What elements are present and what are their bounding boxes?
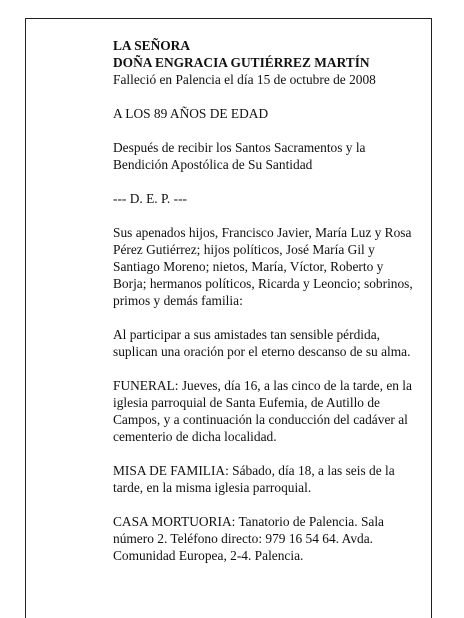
rip-line: --- D. E. P. --- — [113, 191, 188, 206]
family-paragraph: Sus apenados hijos, Francisco Javier, María Luz y Rosa Pérez Gutiérrez; hijos políticos, José María Gil y Santiago Moreno; nietos, María, Víctor, Roberto y Borja; hermanos políticos, Ricarda y Leoncio; sobrinos, primos y demás familia: — [113, 225, 413, 308]
deceased-name: DOÑA ENGRACIA GUTIÉRREZ MARTÍN — [113, 55, 370, 70]
death-info: Falleció en Palencia el día 15 de octubre de 2008 — [113, 72, 376, 87]
age-line: A LOS 89 AÑOS DE EDAD — [113, 106, 269, 121]
sacraments-paragraph: Después de recibir los Santos Sacramentos y la Bendición Apostólica de Su Santidad — [113, 140, 366, 172]
notice-title-line1: LA SEÑORA — [113, 38, 191, 53]
request-paragraph: Al participar a sus amistades tan sensible pérdida, suplican una oración por el eterno descanso de su alma. — [113, 327, 411, 359]
family-mass-paragraph: MISA DE FAMILIA: Sábado, día 18, a las seis de la tarde, en la misma iglesia parroquial. — [113, 463, 395, 495]
obituary-notice — [113, 37, 413, 564]
funeral-paragraph: FUNERAL: Jueves, día 16, a las cinco de la tarde, en la iglesia parroquial de Santa Eufemia, de Autillo de Campos, y a continuación la conducción del cadáver al cementerio de dicha localidad. — [113, 378, 412, 444]
mortuary-paragraph: CASA MORTUORIA: Tanatorio de Palencia. Sala número 2. Teléfono directo: 979 16 54 64. Avda. Comunidad Europea, 2-4. Palencia. — [113, 514, 384, 563]
